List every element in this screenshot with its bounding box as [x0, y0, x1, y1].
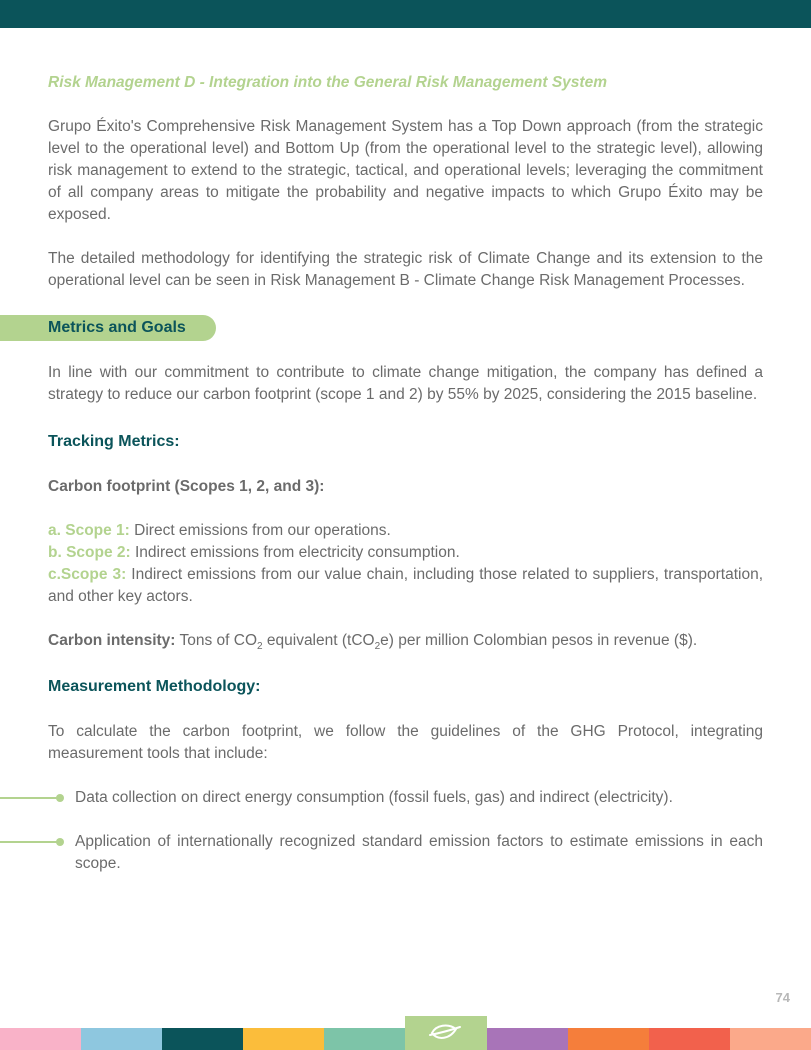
- color-swatch: [162, 1028, 243, 1050]
- paragraph-risk-system: Grupo Éxito's Comprehensive Risk Management System has a Top Down approach (from the strategic level to the operational level) and Bottom Up (from the operational level to the strategic level), allowing risk management to extend to the strategic, tactical, and operational levels; leveraging the commitment of all company areas to mitigate the probability and negative impacts to which Grupo Éxito may be exposed.: [48, 118, 763, 223]
- footer-leaf-tab: [405, 1016, 487, 1050]
- color-swatch: [81, 1028, 162, 1050]
- color-swatch: [243, 1028, 324, 1050]
- bullet-line-decoration: [0, 797, 60, 799]
- carbon-intensity: Carbon intensity: Tons of $CO_2$ equivalent (tCO$_2$e) per million Colombian pesos in revenue ($).: [48, 632, 698, 653]
- color-swatch: [0, 1028, 81, 1050]
- paragraph-measurement: To calculate the carbon footprint, we follow the guidelines of the GHG Protocol, integrating measurement tools that include:: [48, 723, 763, 762]
- bullet-dot-icon: [56, 794, 64, 802]
- top-header-band: [0, 0, 811, 28]
- bullet-item: Data collection on direct energy consumption (fossil fuels, gas) and indirect (electricity).: [48, 787, 763, 809]
- scope-item-3: c.Scope 3: Indirect emissions from our value chain, including those related to suppliers, transportation, and other key actors.: [48, 566, 764, 605]
- color-swatch: [649, 1028, 730, 1050]
- paragraph-methodology-reference: The detailed methodology for identifying the strategic risk of Climate Change and its extension to the operational level can be seen in Risk Management B - Climate Change Risk Management Processes.: [48, 250, 763, 289]
- page-number: 74: [775, 990, 790, 1005]
- scope-item-2: b. Scope 2: Indirect emissions from electricity consumption.: [48, 544, 460, 561]
- bullet-line-decoration: [0, 841, 60, 843]
- section-heading: Risk Management D - Integration into the General Risk Management System: [48, 74, 607, 91]
- page-content: [48, 72, 763, 875]
- leaf-icon: [426, 1021, 466, 1045]
- bullet-item: Application of internationally recognized standard emission factors to estimate emissions in each scope.: [48, 831, 763, 875]
- color-swatch: [487, 1028, 568, 1050]
- color-swatch: [324, 1028, 405, 1050]
- metrics-heading: Metrics and Goals: [48, 319, 186, 336]
- paragraph-metrics: In line with our commitment to contribute to climate change mitigation, the company has defined a strategy to reduce our carbon footprint (scope 1 and 2) by 55% by 2025, considering the 2015 baseline.: [48, 364, 763, 403]
- scope-item-1: a. Scope 1: Direct emissions from our operations.: [48, 522, 391, 539]
- tracking-metrics-heading: Tracking Metrics:: [48, 433, 180, 450]
- color-swatch: [730, 1028, 811, 1050]
- color-swatch: [568, 1028, 649, 1050]
- carbon-footprint-label: Carbon footprint (Scopes 1, 2, and 3):: [48, 478, 325, 495]
- bullet-dot-icon: [56, 838, 64, 846]
- measurement-methodology-heading: Measurement Methodology:: [48, 678, 261, 695]
